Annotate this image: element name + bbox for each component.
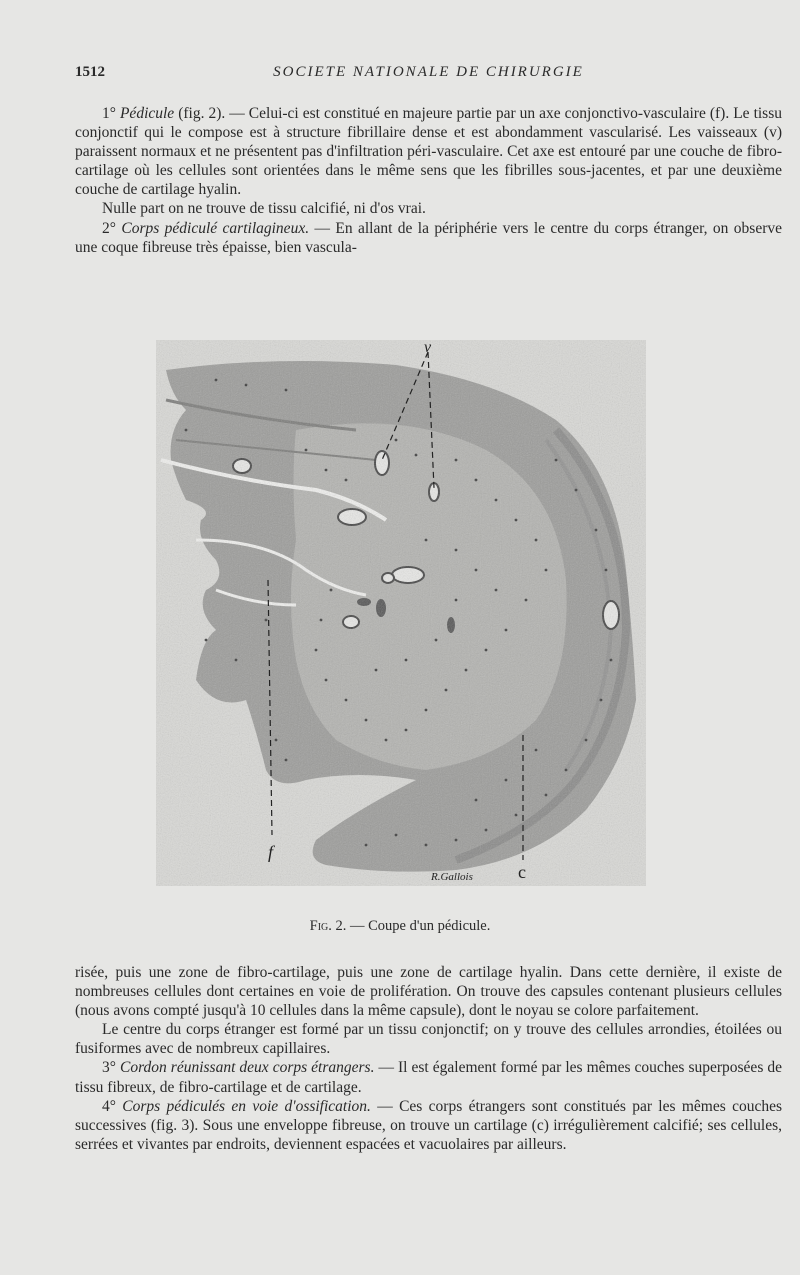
item-2-text: — En allant de la périphérie vers le centre du corps étranger, on observe une coque fibreuse très épaisse, bien vascula-: [75, 219, 783, 256]
item-3-number: 3°: [102, 1059, 116, 1077]
figure-caption-text: — Coupe d'un pédicule.: [346, 918, 491, 934]
paragraph-no-bone: Nulle part on ne trouve de tissu calcifié, ni d'os vrai.: [102, 200, 426, 218]
item-2-number: 2°: [102, 219, 116, 237]
top-text-block: [75, 104, 782, 257]
paragraph-item-4: [75, 1097, 782, 1154]
item-1-title: Pédicule: [119, 105, 175, 122]
paragraph-continuation: risée, puis une zone de fibro-cartilage, puis une zone de cartilage hyalin. Dans cette dernière, il existe de nombreuses cellules dont certaines en voie de prolifération. On trouve des capsules contenant plusieurs cellules (nous avons compté jusqu'à 10 cellules dans la même capsule), dont le noyau se colore parfaitement.: [75, 964, 782, 1020]
label-f: f: [268, 842, 274, 862]
item-2-title: Corps pédiculé cartilagineux.: [121, 219, 310, 237]
figure-signature: R.Gallois: [431, 871, 473, 883]
item-4-text: — Ces corps étrangers sont constitués par les mêmes couches successives (fig. 3). Sous une enveloppe fibreuse, on trouve un cartilage (c) irrégulièrement calcifié; ses cellules, serrées et vivantes par endroits, deviennent espacées et vacuolaires par ailleurs.: [75, 1097, 783, 1153]
bottom-text-block: [75, 963, 782, 1154]
paragraph-item-3: [75, 1058, 782, 1096]
paragraph-item-1: [75, 104, 782, 199]
label-c: c: [518, 862, 526, 882]
item-1-text: (fig. 2). — Celui-ci est constitué en majeure partie par un axe conjonctivo-vasculaire (f). Le tissu conjonctif qui le compose est à structure fibrillaire dense et est abondamment vascularisé. Les vaisseaux (v) paraissent normaux et ne présentent pas d'infiltration péri-vasculaire. Cet axe est entouré par une couche de fibro-cartilage où les cellules sont orientées dans le même sens que les fibrilles sous-jacentes, et par une deuxième couche de cartilage hyalin.: [75, 105, 782, 199]
figure-caption-label: Fig. 2.: [309, 918, 347, 934]
item-1-number: 1°: [102, 105, 116, 122]
item-4-number: 4°: [102, 1097, 116, 1115]
page-number: 1512: [75, 64, 105, 80]
paragraph-center: Le centre du corps étranger est formé par un tissu conjonctif; on y trouve des cellules arrondies, étoilées ou fusiformes avec de nombreux capillaires.: [75, 1021, 782, 1058]
item-4-title: Corps pédiculés en voie d'ossification.: [122, 1097, 371, 1115]
histology-figure: [156, 340, 646, 886]
paragraph-item-2: [75, 219, 782, 257]
figure-caption: [0, 918, 800, 935]
page-header: [75, 64, 782, 86]
item-3-text: — Il est également formé par les mêmes couches superposées de tissu fibreux, de fibro-cartilage et de cartilage.: [75, 1059, 783, 1096]
histology-illustration: [156, 340, 646, 886]
label-v: v: [424, 340, 432, 356]
running-title: SOCIETE NATIONALE DE CHIRURGIE: [273, 64, 584, 80]
item-3-title: Cordon réunissant deux corps étrangers.: [119, 1059, 375, 1077]
